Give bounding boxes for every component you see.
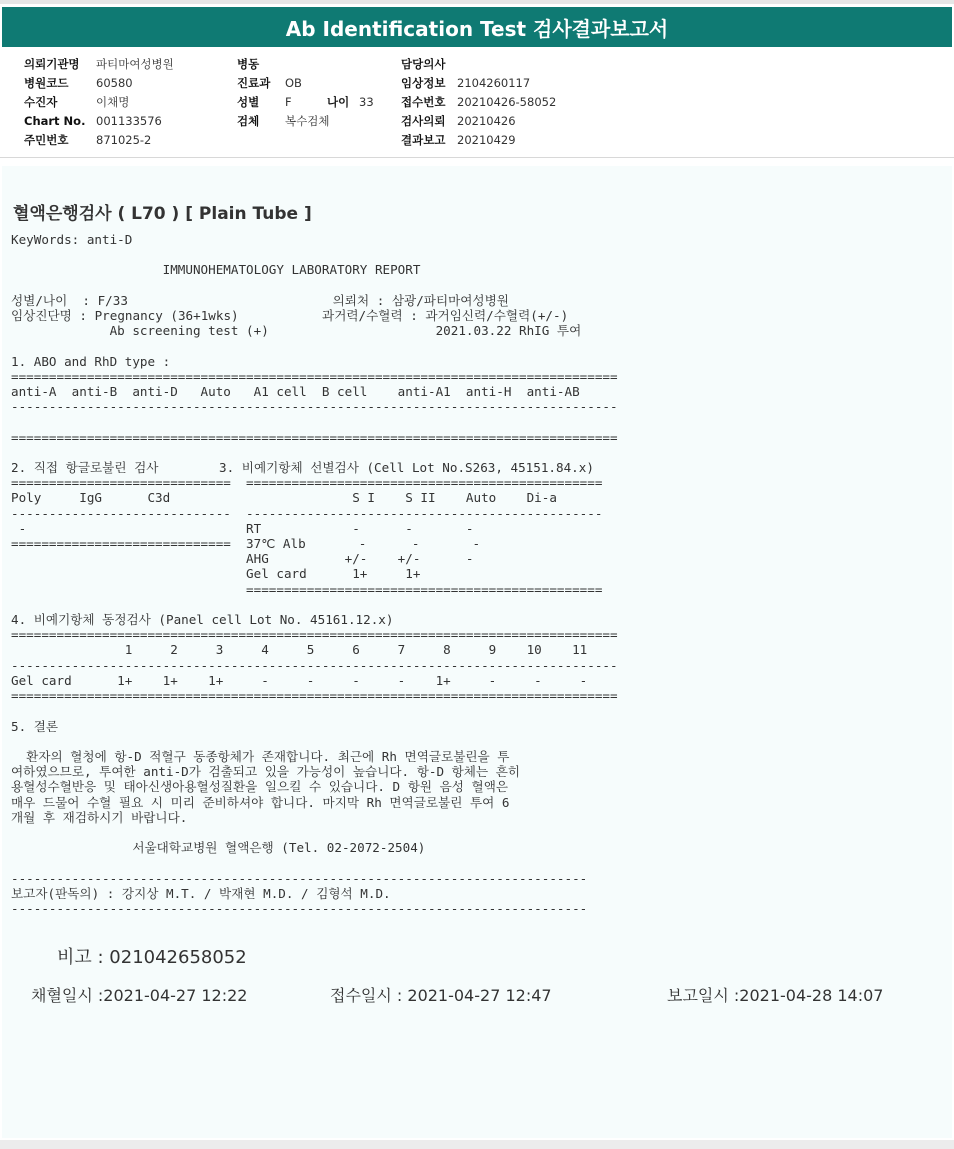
report-line: Gel card 1+ 1+ bbox=[11, 566, 421, 582]
report-line bbox=[11, 247, 618, 262]
report-line bbox=[11, 825, 618, 840]
top-border bbox=[0, 0, 954, 4]
hdr-row: 검체 복수검체 bbox=[237, 114, 330, 128]
report-line: Ab screening test (+) 2021.03.22 RhIG 투여 bbox=[11, 323, 582, 339]
report-line: 서울대학교병원 혈액은행 (Tel. 02-2072-2504) bbox=[11, 840, 426, 856]
hdr-row: 병동 bbox=[237, 57, 260, 71]
report-line: 환자의 혈청에 항-D 적혈구 동종항체가 존재합니다. 최근에 Rh 면역글로불린을 투 bbox=[11, 748, 510, 764]
report-line: 1 2 3 4 5 6 7 8 9 10 11 bbox=[11, 642, 588, 658]
report-line bbox=[11, 278, 618, 293]
bottom-border bbox=[0, 1140, 954, 1149]
report-line bbox=[11, 855, 618, 870]
hdr-row: 성별 F 나이 33 bbox=[237, 95, 374, 109]
report-title-bar bbox=[2, 7, 952, 47]
report-line bbox=[11, 734, 618, 749]
reported-time: 보고일시 :2021-04-28 14:07 bbox=[667, 986, 884, 1005]
report-line: 1. ABO and RhD type : bbox=[11, 353, 171, 369]
hdr-row: 주민번호 871025-2 bbox=[24, 133, 152, 147]
hdr-row: 결과보고 20210429 bbox=[401, 133, 516, 147]
report-line: AHG +/- +/- - bbox=[11, 551, 474, 567]
report-line: 임상진단명 : Pregnancy (36+1wks) 과거력/수혈력 : 과거임신력/수혈력(+/-) bbox=[11, 308, 569, 324]
hdr-row: 진료과 OB bbox=[237, 76, 302, 90]
report-line: ================================================================================ bbox=[11, 627, 618, 643]
report-line: -------------------------------------------------------------------------------- bbox=[11, 657, 618, 673]
report-line bbox=[11, 445, 618, 460]
report-line: 5. 결론 bbox=[11, 718, 59, 734]
report-line: -------------------------------------------------------------------------------- bbox=[11, 399, 618, 415]
report-line: Gel card 1+ 1+ 1+ - - - - 1+ - - - bbox=[11, 672, 588, 688]
report-line: =============================================== bbox=[11, 581, 603, 597]
report-line bbox=[11, 338, 618, 353]
report-line: ----------------------------- ----------------------------------------------- bbox=[11, 505, 603, 521]
report-line: KeyWords: anti-D bbox=[11, 232, 133, 247]
report-text bbox=[11, 232, 618, 916]
report-line: ---------------------------------------------------------------------------- bbox=[11, 900, 588, 916]
report-line bbox=[11, 703, 618, 718]
hdr-col3 bbox=[401, 56, 556, 148]
report-line: ================================================================================ bbox=[11, 688, 618, 704]
collected-time: 채혈일시 :2021-04-27 12:22 bbox=[31, 986, 248, 1005]
report-line: 4. 비예기항체 동정검사 (Panel cell Lot No. 45161.12.x) bbox=[11, 612, 394, 628]
report-line: ================================================================================ bbox=[11, 368, 618, 384]
report-title: Ab Identification Test 검사결과보고서 bbox=[285, 16, 669, 41]
hdr-row: 접수번호 20210426-58052 bbox=[401, 95, 557, 109]
report-line bbox=[11, 414, 618, 429]
hdr-row: 의뢰기관명 파티마여성병원 bbox=[24, 57, 174, 71]
report-line: 용혈성수혈반응 및 태아신생아용혈성질환을 일으킬 수 있습니다. D 항원 음성 혈액은 bbox=[11, 779, 509, 795]
report-line: Poly IgG C3d S I S II Auto Di-a bbox=[11, 490, 557, 506]
report-line: 성별/나이 : F/33 의뢰처 : 삼광/파티마여성병원 bbox=[11, 292, 509, 308]
hdr-col1 bbox=[24, 56, 174, 148]
hdr-row: 담당의사 bbox=[401, 57, 446, 71]
remark: 비고 : 021042658052 bbox=[57, 947, 247, 968]
header-divider bbox=[0, 157, 954, 158]
hdr-row: 검사의뢰 20210426 bbox=[401, 114, 516, 128]
report-line: ================================================================================ bbox=[11, 429, 618, 445]
report-line: anti-A anti-B anti-D Auto A1 cell B cell anti-A1 anti-H anti-AB bbox=[11, 384, 580, 400]
report-line: ============================= =============================================== bbox=[11, 475, 603, 491]
report-line: IMMUNOHEMATOLOGY LABORATORY REPORT bbox=[11, 262, 421, 278]
test-title: 혈액은행검사 ( L70 ) [ Plain Tube ] bbox=[13, 204, 312, 224]
report-line: 개월 후 재검하시기 바랍니다. bbox=[11, 809, 188, 825]
hdr-row: 병원코드 60580 bbox=[24, 76, 133, 90]
received-time: 접수일시 : 2021-04-27 12:47 bbox=[330, 986, 552, 1005]
report-line: 2. 직접 항글로불린 검사 3. 비예기항체 선별검사 (Cell Lot No.S263, 45151.84.x) bbox=[11, 460, 594, 476]
hdr-row: Chart No. 001133576 bbox=[24, 114, 162, 128]
report-line: 매우 드물어 수혈 필요 시 미리 준비하셔야 합니다. 마지막 Rh 면역글로불린 투여 6 bbox=[11, 794, 510, 810]
report-line: 보고자(판독의) : 강지상 M.T. / 박재현 M.D. / 김형석 M.D. bbox=[11, 885, 391, 901]
hdr-row: 임상정보 2104260117 bbox=[401, 76, 531, 90]
report-line: 여하였으므로, 투여한 anti-D가 검출되고 있을 가능성이 높습니다. 항-D 항체는 흔히 bbox=[11, 764, 521, 780]
report-line bbox=[11, 597, 618, 612]
hdr-col2 bbox=[237, 56, 374, 129]
report-line: ============================= 37℃ Alb - - - bbox=[11, 536, 481, 552]
report-line: - RT - - - bbox=[11, 520, 474, 536]
report-line: ---------------------------------------------------------------------------- bbox=[11, 870, 588, 886]
hdr-row: 수진자 이채명 bbox=[24, 95, 130, 109]
